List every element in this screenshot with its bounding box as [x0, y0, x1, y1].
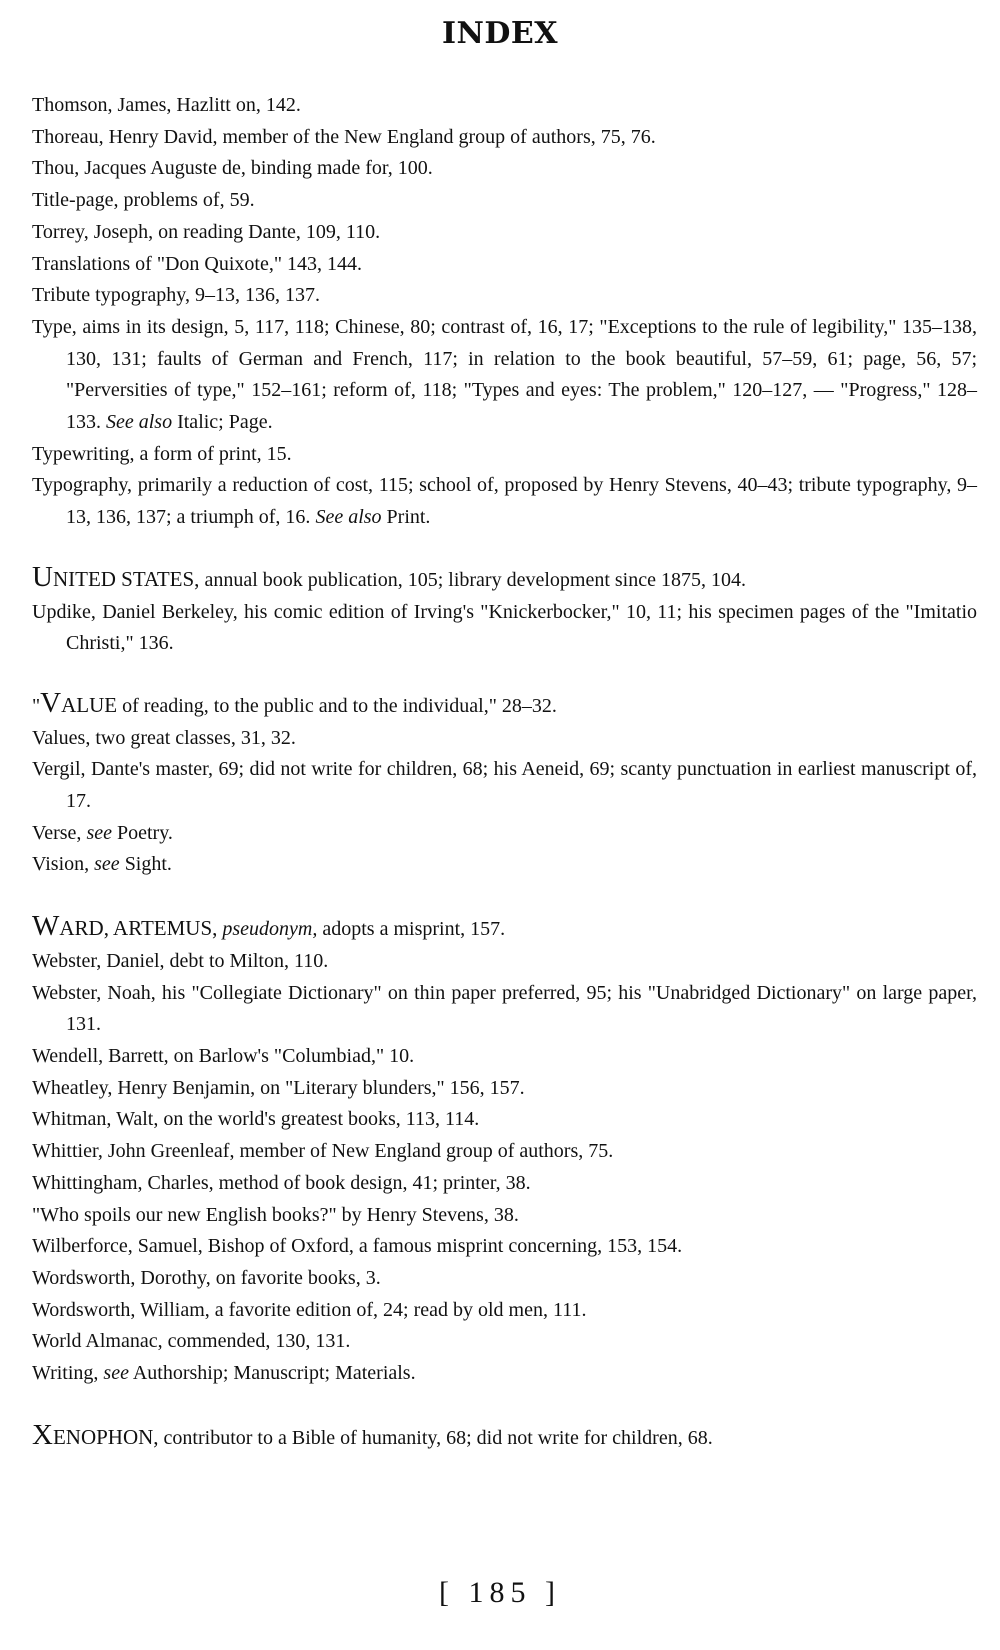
index-entry: Translations of "Don Quixote," 143, 144.: [32, 252, 363, 275]
index-entry: Thoreau, Henry David, member of the New England group of authors, 75, 76.: [32, 125, 656, 148]
index-entry: Wheatley, Henry Benjamin, on "Literary blunders," 156, 157.: [32, 1076, 525, 1099]
index-entry: Typography, primarily a reduction of cost, 115; school of, proposed by Henry Stevens, 40–43; tribute typography, 9–13, 136, 137; a triumph of, 16. See also Print.: [32, 474, 977, 529]
index-entry: Type, aims in its design, 5, 117, 118; Chinese, 80; contrast of, 16, 17; "Exceptions to the rule of legibility," 135–138, 130, 131; faults of German and French, 117; in relation to the book beautiful, 57–59, 61; page, 56, 57; "Perversities of type," 152–161; reform of, 118; "Types and eyes: The problem," 120–127, — "Progress," 128–133. See also Italic; Page.: [32, 315, 977, 434]
index-entry: Wilberforce, Samuel, Bishop of Oxford, a famous misprint concerning, 153, 154.: [32, 1235, 683, 1258]
index-entry: Wordsworth, William, a favorite edition of, 24; read by old men, 111.: [32, 1298, 587, 1321]
index-entry: "Who spoils our new English books?" by Henry Stevens, 38.: [32, 1203, 519, 1226]
page-number: [ 185 ]: [439, 1576, 561, 1609]
index-entry: Updike, Daniel Berkeley, his comic edition of Irving's "Knickerbocker," 10, 11; his specimen pages of the "Imitatio Christi," 136.: [32, 600, 977, 655]
index-entry: Webster, Daniel, debt to Milton, 110.: [32, 949, 329, 972]
index-entry: Writing, see Authorship; Manuscript; Materials.: [32, 1362, 416, 1385]
index-entry: Tribute typography, 9–13, 136, 137.: [32, 284, 320, 307]
index-entry: Whittingham, Charles, method of book design, 41; printer, 38.: [32, 1171, 531, 1194]
index-entry: UNITED STATES, annual book publication, 105; library development since 1875, 104.: [32, 560, 746, 593]
index-list: [32, 90, 977, 1454]
index-entry: Typewriting, a form of print, 15.: [32, 442, 292, 465]
index-entry: Whittier, John Greenleaf, member of New England group of authors, 75.: [32, 1140, 614, 1163]
index-entry: XENOPHON, contributor to a Bible of humanity, 68; did not write for children, 68.: [32, 1418, 713, 1451]
index-entry: Title-page, problems of, 59.: [32, 189, 255, 212]
index-entry: Thomson, James, Hazlitt on, 142.: [32, 94, 301, 116]
index-entry: Wordsworth, Dorothy, on favorite books, 3.: [32, 1266, 381, 1289]
index-entry: WARD, ARTEMUS, pseudonym, adopts a misprint, 157.: [32, 910, 506, 943]
index-entry: Wendell, Barrett, on Barlow's "Columbiad," 10.: [32, 1044, 415, 1067]
index-entry: "VALUE of reading, to the public and to the individual," 28–32.: [32, 686, 557, 719]
index-entry: Webster, Noah, his "Collegiate Dictionary" on thin paper preferred, 95; his "Unabridged Dictionary" on large paper, 131.: [32, 981, 977, 1036]
index-entry: Whitman, Walt, on the world's greatest books, 113, 114.: [32, 1108, 480, 1131]
index-entry: Thou, Jacques Auguste de, binding made for, 100.: [32, 157, 433, 180]
index-entry: Vision, see Sight.: [32, 853, 172, 876]
index-entry: Verse, see Poetry.: [32, 821, 173, 844]
index-entry: World Almanac, commended, 130, 131.: [32, 1330, 351, 1353]
page-title: INDEX: [441, 16, 559, 51]
index-entry: Vergil, Dante's master, 69; did not write for children, 68; his Aeneid, 69; scanty punctuation in earliest manuscript of, 17.: [32, 758, 977, 813]
index-entry: Torrey, Joseph, on reading Dante, 109, 110.: [32, 220, 381, 243]
index-entry: Values, two great classes, 31, 32.: [32, 726, 296, 749]
